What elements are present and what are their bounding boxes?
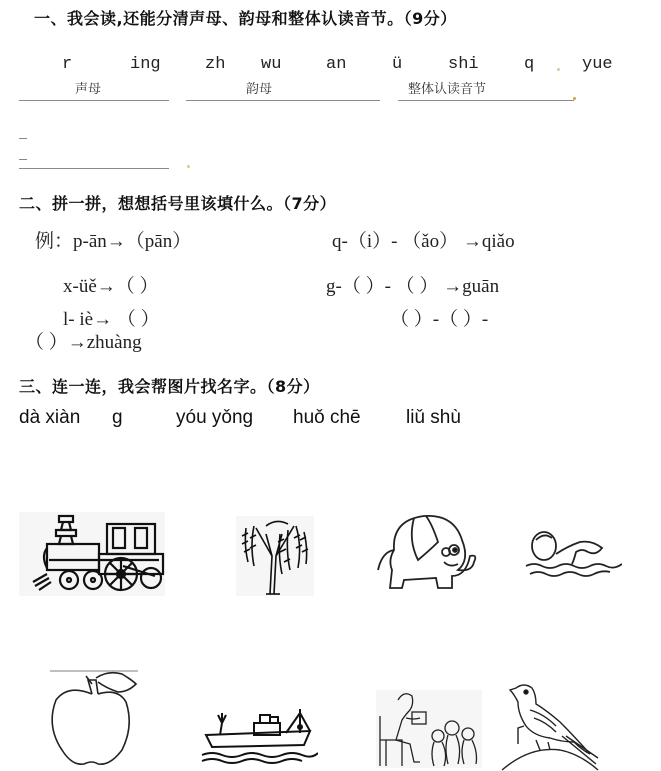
exercise-guan[interactable]: g-（ ）- （ ） →guān (326, 276, 500, 297)
picture-teacher-with-children[interactable] (376, 690, 482, 768)
item-u-umlaut: ü (392, 55, 403, 74)
item-ing: ing (130, 55, 161, 74)
teacher-children-icon (376, 690, 482, 768)
extra-mark (19, 138, 27, 139)
picture-ship[interactable] (200, 705, 318, 765)
item-an: an (326, 55, 347, 74)
picture-willow-tree[interactable] (236, 516, 314, 596)
picture-train[interactable] (19, 512, 165, 596)
answer-line-extra[interactable] (19, 168, 169, 169)
category-zhengti-label: 整体认读音节 (408, 82, 487, 97)
item-shi: shi (448, 55, 479, 74)
item-q: q (524, 55, 535, 74)
stray-dot (557, 68, 560, 71)
section-2-title: 二、拼一拼，想想括号里该填什么。（7分） (19, 194, 337, 213)
swimmer-icon (524, 516, 622, 588)
category-yunmu-label: 韵母 (246, 82, 273, 97)
example-row-left: 例：p-ān→（pān） (35, 231, 192, 252)
picture-elephant[interactable] (374, 510, 484, 592)
item-yue: yue (582, 55, 613, 74)
extra-mark (19, 159, 27, 160)
word-da-xiang[interactable]: dà xiàn (19, 407, 81, 428)
ship-icon (200, 705, 318, 765)
word-you-yong[interactable]: yóu yǒng (176, 407, 254, 428)
exercise-zhuang-part1[interactable]: （ ）-（ ）- (390, 309, 489, 330)
picture-swimmer[interactable] (524, 516, 622, 588)
answer-line-shengmu[interactable] (19, 100, 169, 101)
elephant-icon (374, 510, 484, 592)
answer-line-zhengti[interactable] (398, 100, 574, 101)
section-1-title: 一、我会读,还能分清声母、韵母和整体认读音节。（9分） (34, 9, 457, 28)
item-zh: zh (205, 55, 226, 74)
stray-dot (187, 165, 190, 168)
train-icon (19, 512, 165, 596)
exercise-lie[interactable]: l- iè→ （ ） (63, 309, 160, 330)
item-wu: wu (261, 55, 282, 74)
example-row-right: q-（i）- （ǎo） →qiǎo (332, 231, 515, 252)
answer-line-yunmu[interactable] (186, 100, 380, 101)
section-3-title: 三、连一连，我会帮图片找名字。（8分） (19, 377, 320, 396)
exercise-zhuang-part2[interactable]: （ ）→zhuàng (25, 332, 142, 353)
exercise-xue[interactable]: x-üě→（ ） (63, 276, 159, 297)
word-huo-che[interactable]: huǒ chē (293, 407, 361, 428)
apple-icon (48, 670, 138, 771)
category-shengmu-label: 声母 (75, 82, 102, 97)
picture-apple[interactable] (48, 670, 138, 771)
item-r: r (62, 55, 73, 74)
word-liu-shu[interactable]: liǔ shù (406, 407, 461, 428)
willow-tree-icon (236, 516, 314, 596)
bird-icon (500, 680, 600, 771)
word-g[interactable]: g (112, 407, 123, 428)
stray-dot (573, 97, 576, 100)
picture-bird[interactable] (500, 680, 600, 771)
